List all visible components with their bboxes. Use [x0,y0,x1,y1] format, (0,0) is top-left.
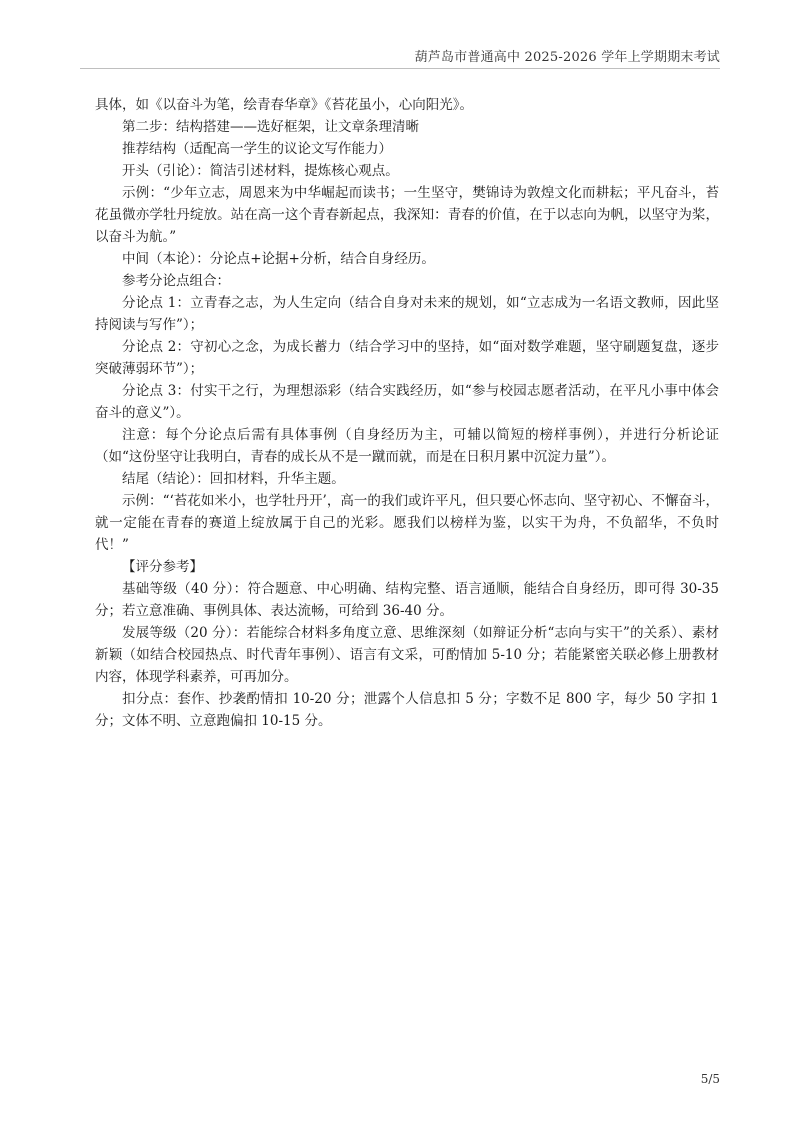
paragraph: 中间（本论）：分论点+论据+分析，结合自身经历。 [122,251,435,267]
paragraph: 分论点 1：立青春之志，为人生定向（结合自身对未来的规划，如“立志成为一名语文教师，因此坚持阅读与写作”）； [95,295,719,333]
header-divider [80,68,720,69]
paragraph: 具体，如《以奋斗为笔，绘青春华章》《苔花虽小，心向阳光》。 [95,97,473,113]
paragraph: 示例：“‘苔花如米小，也学牡丹开’，高一的我们或许平凡，但只要心怀志向、坚守初心、不懈奋斗，就一定能在青春的赛道上绽放属于自己的光彩。愿我们以榜样为鉴，以实干为舟，不负韶华，不负时代！” [95,493,719,553]
paragraph: 基础等级（40 分）：符合题意、中心明确、结构完整、语言通顺，能结合自身经历，即可得 30-35 分；若立意准确、事例具体、表达流畅，可给到 36-40 分。 [95,581,719,619]
exam-header-title: 葫芦岛市普通高中 2025-2026 学年上学期期末考试 [414,50,720,65]
paragraph: 分论点 2：守初心之念，为成长蓄力（结合学习中的坚持，如“面对数学难题，坚守刷题复盘，逐步突破薄弱环节”）； [95,339,719,377]
paragraph: 示例：“少年立志，周恩来为中华崛起而读书；一生坚守，樊锦诗为敦煌文化而耕耘；平凡奋斗，苔花虽微亦学牡丹绽放。站在高一这个青春新起点，我深知：青春的价值，在于以志向为帆，以坚守为桨，以奋斗为航。” [95,185,719,245]
page-number: 5/5 [700,1072,720,1086]
paragraph: 分论点 3：付实干之行，为理想添彩（结合实践经历，如“参与校园志愿者活动，在平凡小事中体会奋斗的意义”）。 [95,383,719,421]
section-heading: 【评分参考】 [122,559,203,575]
paragraph: 注意：每个分论点后需有具体事例（自身经历为主，可辅以简短的榜样事例），并进行分析论证（如“这份坚守让我明白，青春的成长从不是一蹴而就，而是在日积月累中沉淀力量”）。 [95,427,719,465]
paragraph: 发展等级（20 分）：若能综合材料多角度立意、思维深刻（如辩证分析“志向与实干”的关系）、素材新颖（如结合校园热点、时代青年事例）、语言有文采，可酌情加 5-10 分；若能紧密关联必修上册教材内容，体现学科素养，可再加分。 [95,625,719,685]
paragraph: 推荐结构（适配高一学生的议论文写作能力） [122,141,392,157]
document-body [95,94,719,732]
paragraph: 结尾（结论）：回扣材料，升华主题。 [122,471,345,487]
paragraph: 开头（引论）：简洁引述材料，提炼核心观点。 [122,163,399,179]
paragraph: 扣分点：套作、抄袭酌情扣 10-20 分；泄露个人信息扣 5 分；字数不足 800 字，每少 50 字扣 1 分；文体不明、立意跑偏扣 10-15 分。 [95,691,719,729]
paragraph: 第二步：结构搭建——选好框架，让文章条理清晰 [122,119,419,135]
paragraph: 参考分论点组合： [122,273,230,289]
